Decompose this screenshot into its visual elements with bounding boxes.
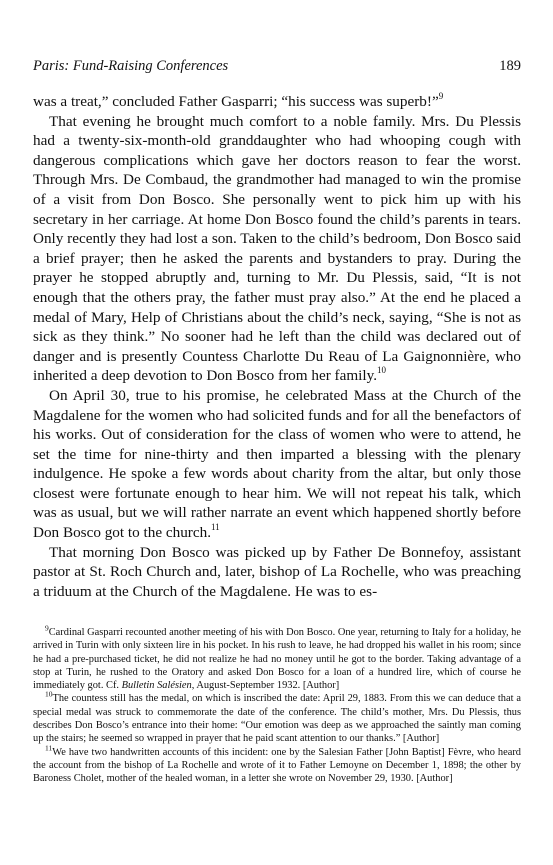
footnote-ref: 10 <box>377 365 387 376</box>
footnote-ref: 9 <box>438 90 444 101</box>
paragraph: On April 30, true to his promise, he celebrated Mass at the Church of the Magdalene for the women who had solicited funds and for all the benefactors of his works. Out of consideration for the class of women who were to attend, he set the time for nine-thirty and then imparted a blessing with the plenary indulgence. He spoke a few words about charity from the altar, but only those closest were fortunate enough to hear him. We will not repeat his talk, which was as usual, but we will rather narrate an event which happened shortly before Don Bosco got to the church.$^{11}$ <box>33 386 521 542</box>
footnote: $^{10}$The countess still has the medal, on which is inscribed the date: April 29, 1883. From this we can deduce that a special medal was struck to commemorate the date of the conference. The child’s mother, Mrs. Du Plessis, thus describes Don Bosco’s entrance into their home: “Our emotion was deep as we approached the saintly man coming up the stairs; he seemed so wrapped in prayer that he paid scant attention to our thanks.” [Author] <box>33 690 521 745</box>
running-title: Paris: Fund-Raising Conferences <box>33 58 229 74</box>
footnote: $^9$Cardinal Gasparri recounted another meeting of his with Don Bosco. One year, returning to Italy for a holiday, he arrived in Turin with only sixteen lire in his pocket. In his rush to leave, he had dropped his wallet in his room; since he had a pre-purchased ticket, he did not realize he had no money until he got to the border. Taking advantage of a stop at Turin, he rushed to the Oratory and asked Don Bosco for a loan of a hundred lire, which of course he immediately got. Cf. Bulletin Salésien, August-September 1932. [Author] <box>33 623 521 692</box>
footnote-mark: 9 <box>45 623 49 633</box>
body-text <box>33 92 521 601</box>
running-header <box>33 58 521 78</box>
footnotes <box>33 623 521 786</box>
paragraph: That evening he brought much comfort to a noble family. Mrs. Du Plessis had a twenty-six-month-old granddaughter who had whooping cough with dangerous complications which gave her doctors reason to fear the worst. Through Mrs. De Combaud, the grandmother had managed to win the promise of a visit from Don Bosco. She personally went to pick him up with his secretary in her carriage. At home Don Bosco found the child’s parents in tears. Only recently they had lost a son. Taken to the child’s bedroom, Don Bosco said a brief prayer; then he asked the parents and bystanders to pray. During the prayer he stopped abruptly and, turning to Mr. Du Plessis, said, “It is not enough that the others pray, the father must pray also.” At the end he placed a medal of Mary, Help of Christians about the child’s neck, saying, “She is not as sick as they think.” No sooner had he left than the child was declared out of danger and is presently Countess Charlotte Du Reau of La Gaignonnière, who inherited a deep devotion to Don Bosco from her family.$^{10}$ <box>33 112 521 385</box>
footnote-mark: 10 <box>45 690 53 700</box>
footnote-ref: 11 <box>211 522 220 532</box>
page-number: 189 <box>499 58 521 74</box>
paragraph: was a treat,” concluded Father Gasparri; “his success was superb!”$^9$ <box>33 90 444 110</box>
footnote: $^{11}$We have two handwritten accounts of this incident: one by the Salesian Father [John Baptist] Fèvre, who heard the account from the bishop of La Rochelle and wrote of it to Father Lemoyne on December 1, 1898; the other by Baroness Cholet, mother of the healed woman, in a letter she wrote on November 29, 1930. [Author] <box>33 743 521 785</box>
footnote-mark: 11 <box>45 743 53 753</box>
paragraph: That morning Don Bosco was picked up by Father De Bonnefoy, assistant pastor at St. Roch Church and, later, bishop of La Rochelle, who was preaching a triduum at the Church of the Magdalene. He was to es- <box>33 543 521 600</box>
